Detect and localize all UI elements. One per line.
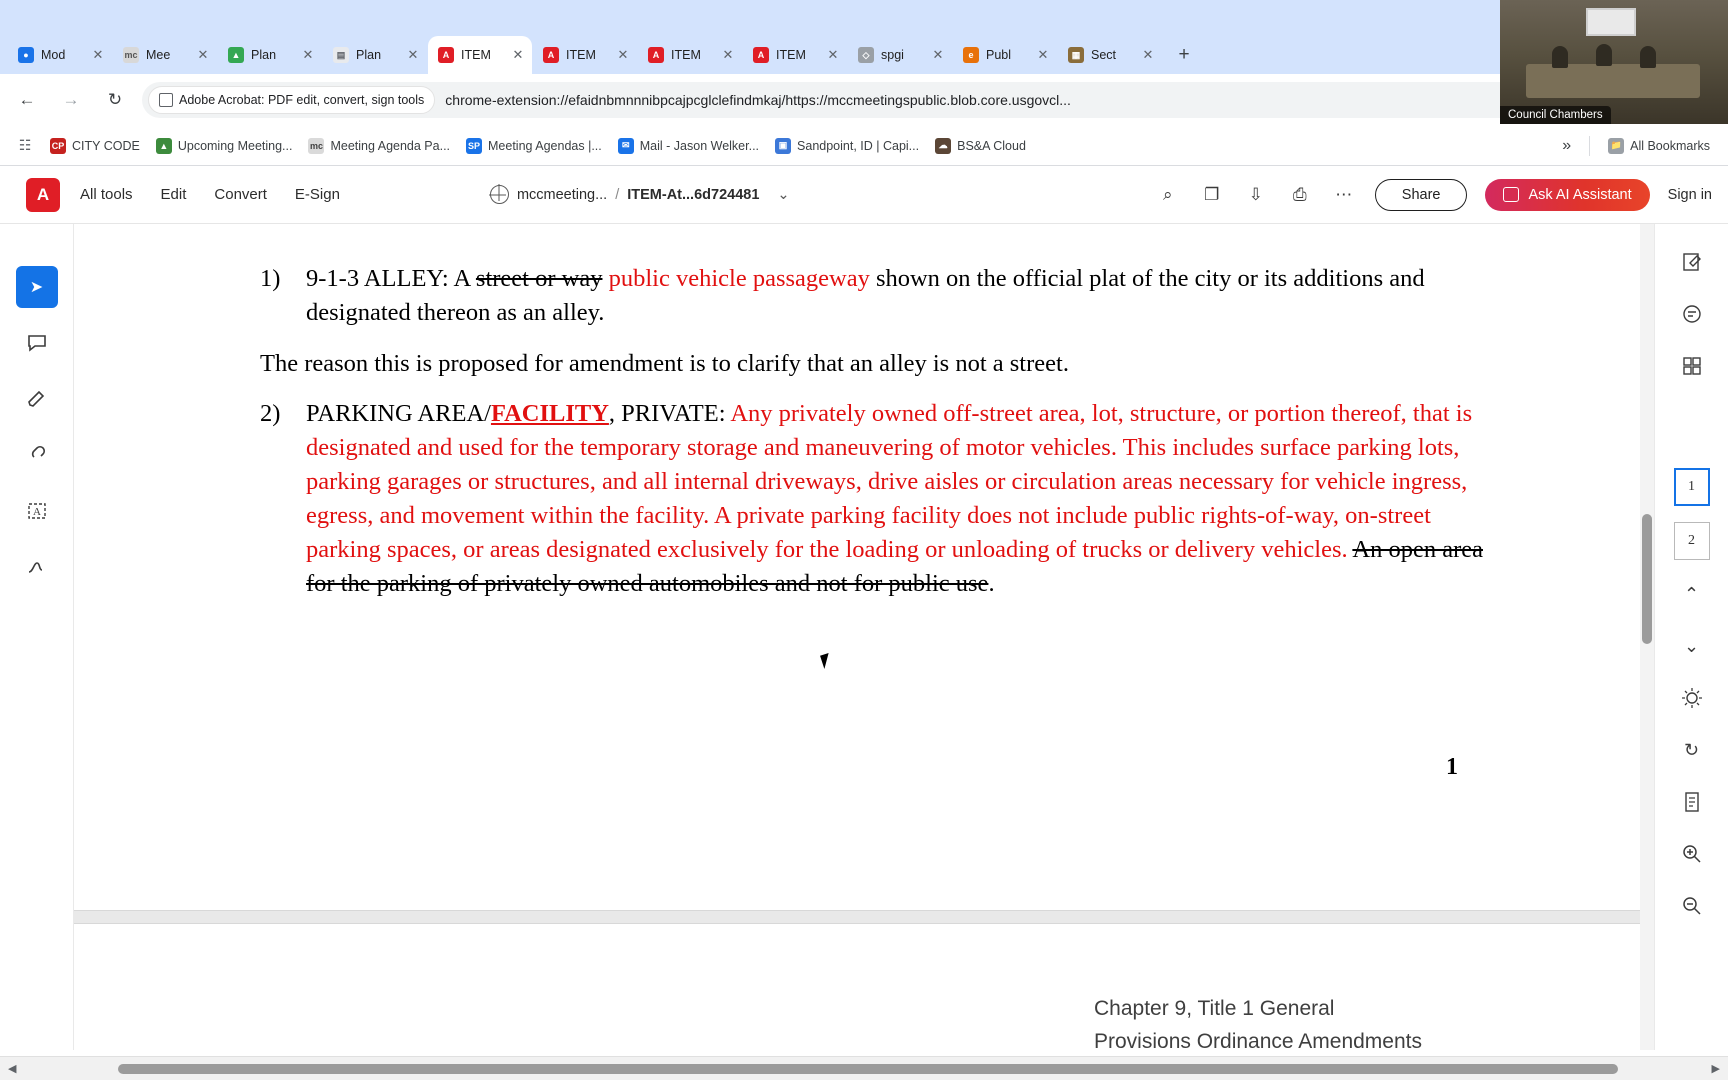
vertical-scrollbar[interactable] — [1640, 224, 1654, 1050]
doc-item-2-number: 2) — [260, 400, 281, 427]
tab-close-icon[interactable]: ✕ — [1037, 47, 1049, 62]
tab-close-icon[interactable]: ✕ — [407, 47, 419, 62]
chevron-down-icon[interactable]: ⌄ — [777, 186, 790, 203]
svg-text:A: A — [32, 506, 41, 518]
item2-inserted-facility: FACILITY — [490, 400, 609, 427]
url-text[interactable]: chrome-extension://efaidnbmnnnibpcajpcglclefindmkaj/https://mccmeetingspublic.blob.core.usgovcl... — [445, 92, 1071, 108]
tab-label: Publ — [986, 48, 1012, 62]
tab-favicon-pdf: A — [648, 47, 664, 63]
item2-struck-body: An open area for the parking of privately owned automobiles and not for public use — [306, 536, 1483, 597]
apps-grid-icon[interactable]: ☷ — [18, 137, 32, 153]
share-button[interactable]: Share — [1375, 179, 1468, 211]
tab-close-icon[interactable]: ✕ — [197, 47, 209, 62]
tab-close-icon[interactable]: ✕ — [932, 47, 944, 62]
pdf-page-1 — [74, 224, 1654, 914]
ask-ai-label: Ask AI Assistant — [1528, 186, 1632, 203]
footer-line-1: Chapter 9, Title 1 General — [1094, 997, 1335, 1020]
mouse-cursor — [820, 653, 833, 669]
item1-suffix: shown on the official plat of the city or its additions and designated thereon as an alley. — [306, 265, 1425, 326]
browser-toolbar — [0, 74, 1728, 126]
browser-tab[interactable] — [743, 36, 847, 74]
item1-struck-text: street or way — [475, 265, 603, 292]
bookmark-label: Mail - Jason Welker... — [639, 138, 760, 153]
tab-strip — [0, 30, 1728, 74]
tab-close-icon[interactable]: ✕ — [722, 47, 734, 62]
doc-reason-paragraph: The reason this is proposed for amendment is to clarify that an alley is not a street. — [260, 350, 1069, 377]
bookmarks-overflow-icon[interactable]: » — [1562, 136, 1572, 154]
horizontal-scrollbar-thumb[interactable] — [118, 1064, 1618, 1074]
breadcrumb-source[interactable]: mccmeeting... — [516, 186, 608, 203]
bookmark-favicon: ☁ — [935, 138, 951, 154]
doc-item-1-number: 1) — [260, 265, 281, 292]
tab-close-icon[interactable]: ✕ — [617, 47, 629, 62]
bookmarks-bar — [0, 126, 1728, 166]
back-icon[interactable]: ← — [18, 90, 36, 109]
bookmark-label: Upcoming Meeting... — [177, 138, 293, 153]
tab-close-icon[interactable]: ✕ — [302, 47, 314, 62]
pdf-page-2 — [74, 924, 1654, 1050]
browser-tab[interactable] — [323, 36, 427, 74]
copy-pages-icon[interactable]: ❐ — [1204, 184, 1220, 204]
tab-close-icon[interactable]: ✕ — [1142, 47, 1154, 62]
browser-tab[interactable] — [638, 36, 742, 74]
bookmark-item[interactable] — [300, 132, 458, 160]
tab-label: Sect — [1091, 48, 1117, 62]
print-icon[interactable]: ⎙ — [1292, 184, 1307, 204]
browser-tab[interactable] — [533, 36, 637, 74]
divider — [1589, 136, 1590, 156]
right-tool-rail — [1654, 224, 1728, 1050]
tab-label: ITEM — [566, 48, 596, 62]
reload-icon[interactable]: ↻ — [107, 90, 123, 109]
address-bar[interactable] — [142, 82, 1646, 118]
tab-favicon: ● — [18, 47, 34, 63]
browser-tab[interactable] — [953, 36, 1057, 74]
person — [1596, 44, 1612, 66]
bookmark-favicon: mc — [308, 138, 324, 154]
pdf-viewer[interactable] — [74, 224, 1654, 1050]
scroll-left-icon[interactable]: ◀ — [8, 1063, 17, 1075]
download-icon[interactable]: ⇩ — [1248, 184, 1263, 204]
bookmark-item[interactable] — [148, 132, 301, 160]
highlight-tool-icon[interactable] — [16, 378, 58, 420]
tab-close-icon[interactable]: ✕ — [827, 47, 839, 62]
tab-favicon-pdf: A — [753, 47, 769, 63]
council-desk — [1526, 64, 1700, 98]
person — [1640, 46, 1656, 68]
browser-tab[interactable] — [848, 36, 952, 74]
select-tool-icon[interactable]: ➤ — [16, 266, 58, 308]
new-tab-button[interactable]: + — [1178, 44, 1190, 65]
item1-prefix: 9-1-3 ALLEY: A — [306, 265, 476, 292]
tab-label: spgi — [881, 48, 904, 62]
all-bookmarks-label: All Bookmarks — [1630, 138, 1710, 153]
tab-favicon: ▤ — [333, 47, 349, 63]
dark-mode-icon[interactable] — [1672, 680, 1712, 716]
tab-favicon: ▲ — [228, 47, 244, 63]
bookmark-label: Meeting Agendas |... — [488, 138, 602, 153]
bookmark-label: BS&A Cloud — [957, 138, 1026, 153]
tab-label: ITEM — [671, 48, 701, 62]
bookmark-label: CITY CODE — [72, 138, 140, 153]
browser-tab[interactable] — [218, 36, 322, 74]
comment-tool-icon[interactable] — [16, 322, 58, 364]
sign-in-button[interactable]: Sign in — [1667, 186, 1712, 203]
zoom-in-icon[interactable] — [1672, 836, 1712, 872]
item1-inserted-text: public vehicle passageway — [602, 265, 870, 292]
all-bookmarks-button[interactable] — [1600, 132, 1718, 160]
link-tool-icon[interactable] — [16, 434, 58, 476]
previous-page-icon[interactable]: ⌃ — [1683, 583, 1700, 604]
menu-all-tools[interactable]: All tools — [80, 186, 133, 203]
globe-icon — [490, 185, 509, 204]
bookmark-favicon: ▲ — [156, 138, 172, 154]
browser-tab-active[interactable] — [428, 36, 532, 74]
browser-tab[interactable] — [1058, 36, 1162, 74]
horizontal-scrollbar[interactable] — [0, 1056, 1728, 1080]
tab-favicon: ◇ — [858, 47, 874, 63]
bookmark-favicon: ▣ — [775, 138, 791, 154]
pdf-extension-icon — [159, 93, 173, 107]
item2-lead2: , PRIVATE: — [608, 400, 731, 427]
doc-footer-heading — [1094, 992, 1514, 1050]
bookmark-label: Sandpoint, ID | Capi... — [797, 138, 920, 153]
scroll-right-icon[interactable]: ▶ — [1711, 1063, 1720, 1075]
video-label: Council Chambers — [1500, 106, 1611, 124]
ai-sparkle-icon — [1503, 187, 1519, 202]
folder-icon: 📁 — [1608, 138, 1624, 154]
zoom-out-icon[interactable] — [1672, 888, 1712, 924]
person — [1552, 46, 1568, 68]
tab-favicon-pdf: A — [438, 47, 454, 63]
page-number-footer: 1 — [1446, 754, 1458, 780]
tab-label: Plan — [356, 48, 382, 62]
tab-favicon: mc — [123, 47, 139, 63]
search-icon[interactable]: ⌕ — [1163, 184, 1173, 204]
video-pip-overlay[interactable] — [1500, 0, 1728, 124]
footer-line-2: Provisions Ordinance Amendments — [1094, 1030, 1422, 1050]
tab-label: Plan — [251, 48, 277, 62]
browser-tab[interactable] — [8, 36, 112, 74]
page-view-icon[interactable] — [1672, 784, 1712, 820]
bookmark-label: Meeting Agenda Pa... — [330, 138, 451, 153]
rotate-icon[interactable]: ↻ — [1683, 739, 1700, 760]
doc-item-1-body — [306, 262, 1482, 330]
item2-lead: PARKING AREA/ — [306, 400, 491, 427]
breadcrumb-separator: / — [615, 186, 620, 203]
menu-edit[interactable]: Edit — [160, 186, 187, 203]
page-thumbnail-1[interactable]: 1 — [1674, 468, 1710, 506]
bookmark-item[interactable] — [767, 132, 927, 160]
tab-close-icon[interactable]: ✕ — [92, 47, 104, 62]
next-page-icon[interactable]: ⌄ — [1683, 635, 1700, 656]
text-field-tool-icon[interactable] — [16, 490, 58, 532]
comment-icon[interactable] — [1672, 296, 1712, 332]
tab-favicon: ▦ — [1068, 47, 1084, 63]
document-filename[interactable]: ITEM-At...6d724481 — [627, 186, 760, 203]
bookmark-favicon: SP — [466, 138, 482, 154]
bookmark-item[interactable] — [610, 132, 767, 160]
bookmark-item[interactable] — [458, 132, 610, 160]
menu-esign[interactable]: E-Sign — [294, 186, 340, 203]
acrobat-toolbar — [0, 166, 1728, 224]
doc-item-2 — [260, 397, 1494, 601]
tab-favicon: e — [963, 47, 979, 63]
doc-item-2-body — [306, 397, 1494, 601]
item2-tail: . — [988, 570, 995, 597]
tab-label: ITEM — [776, 48, 806, 62]
page-separator — [74, 910, 1654, 924]
projector-screen — [1586, 8, 1636, 36]
acrobat-logo-icon: A — [26, 178, 60, 212]
bookmark-item[interactable] — [927, 132, 1034, 160]
item2-red-body: Any privately owned off-street area, lot, structure, or portion thereof, that is designated and used for the temporary storage and maneuvering of motor vehicles. This includes surface parking lots, parking garages or structures, and all internal driveways, drive aisles or circulation areas necessary for vehicle ingress, egress, and movement within the facility. A private parking facility does not include public rights-of-way, on-street parking spaces, or areas designated exclusively for the loading or unloading of trucks or delivery vehicles. — [306, 400, 1473, 563]
forward-icon[interactable]: → — [62, 90, 80, 109]
bookmark-favicon: CP — [50, 138, 66, 154]
tab-label: ITEM — [461, 48, 491, 62]
bookmark-favicon: ✉ — [618, 138, 634, 154]
signature-tool-icon[interactable] — [16, 546, 58, 588]
page-thumbnail-2[interactable]: 2 — [1674, 522, 1710, 560]
tab-label: Mod — [41, 48, 66, 62]
organize-pages-icon[interactable] — [1672, 348, 1712, 384]
tab-close-icon[interactable]: ✕ — [512, 47, 524, 62]
left-tool-rail — [0, 224, 74, 1050]
menu-convert[interactable]: Convert — [214, 186, 267, 203]
doc-item-1 — [260, 262, 1482, 330]
vertical-scrollbar-thumb[interactable] — [1642, 514, 1652, 644]
ask-ai-assistant-button[interactable] — [1485, 179, 1649, 211]
edit-pdf-icon[interactable] — [1672, 244, 1712, 280]
bookmark-item[interactable] — [42, 132, 148, 160]
browser-tab[interactable] — [113, 36, 217, 74]
tab-favicon-pdf: A — [543, 47, 559, 63]
more-options-icon[interactable]: ⋯ — [1335, 184, 1353, 204]
extension-chip-label: Adobe Acrobat: PDF edit, convert, sign tools — [179, 93, 425, 107]
tab-label: Mee — [146, 48, 171, 62]
extension-chip[interactable] — [148, 86, 435, 114]
